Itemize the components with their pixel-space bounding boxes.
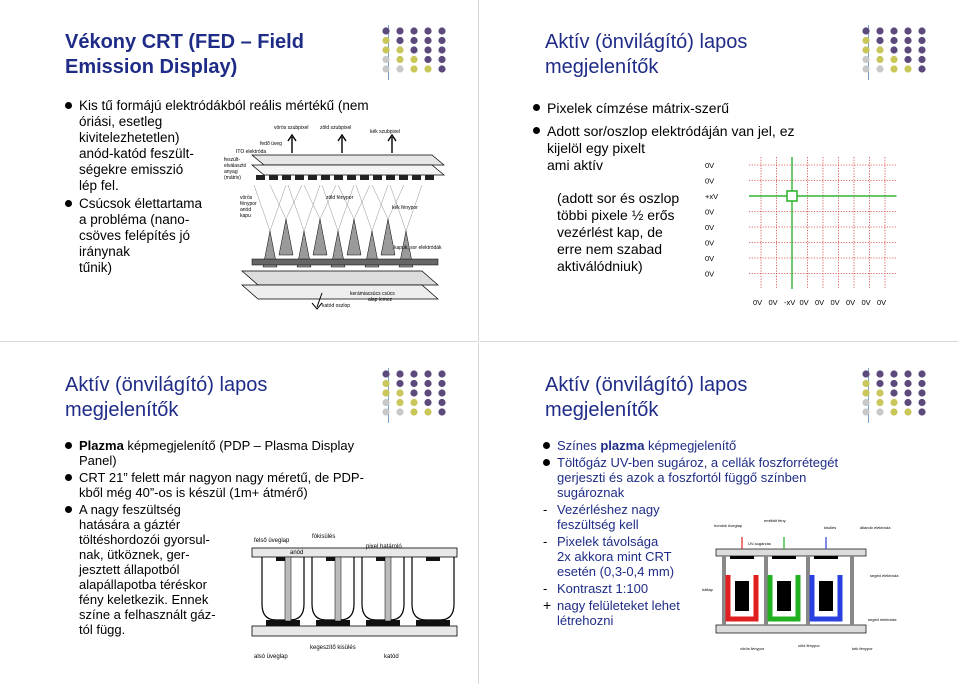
dot: [382, 37, 389, 44]
electron-path: [372, 185, 388, 231]
phosphor-strip: [308, 175, 317, 180]
slide-title: Aktív (önvilágító) lapos megjelenítők: [65, 374, 268, 421]
phosphor-strip: [399, 175, 408, 180]
electron-path: [338, 185, 354, 231]
dot: [438, 56, 445, 63]
discharge-core: [777, 581, 791, 611]
dot: [904, 56, 911, 63]
phosphor-strip: [334, 175, 343, 180]
cathode-strip: [266, 620, 300, 626]
electrode: [814, 556, 838, 559]
dot: [890, 56, 897, 63]
dot: [918, 65, 925, 72]
electrode: [772, 556, 796, 559]
dot: [904, 370, 911, 377]
dot: [410, 27, 417, 34]
dot: [424, 46, 431, 53]
electron-path: [320, 185, 336, 219]
dot: [876, 65, 883, 72]
list-item: Plazma képmegjelenítő (PDP – Plasma Display Panel): [65, 438, 405, 468]
discharge-core: [735, 581, 749, 611]
dot: [396, 370, 403, 377]
emitter-cone: [313, 219, 327, 255]
dot: [862, 399, 869, 406]
column-voltage-label: 0V: [877, 298, 887, 307]
label: homlok üveglap: [714, 523, 743, 528]
list-item: - Kontraszt 1:100: [543, 581, 649, 596]
dot: [410, 37, 417, 44]
label: kisülés: [824, 525, 837, 530]
dot: [410, 380, 417, 387]
electron-path: [322, 185, 338, 231]
label: hátlap: [702, 587, 713, 592]
label: kapu: [240, 213, 251, 219]
dot: [424, 370, 431, 377]
dot: [424, 65, 431, 72]
cell-wall: [312, 557, 354, 620]
label: anyag: [224, 169, 238, 175]
label: kék fénypor: [852, 646, 873, 651]
dot: [918, 37, 925, 44]
decorative-dots-icon: [858, 369, 938, 417]
electrode: [730, 556, 754, 559]
cathode-strip: [316, 620, 350, 626]
column-voltage-label: 0V: [753, 298, 763, 307]
phosphor-strip: [282, 175, 291, 180]
dot: [876, 27, 883, 34]
slide-title: Vékony CRT (FED – Field Emission Display): [65, 31, 304, 78]
dot: [410, 370, 417, 377]
dot: [862, 27, 869, 34]
dot: [382, 408, 389, 415]
slide-color-plasma: [480, 343, 958, 684]
electron-path: [288, 185, 304, 231]
decorative-dots-icon: [378, 369, 458, 417]
label: felső üveglap: [254, 538, 290, 544]
active-pixel: [787, 191, 797, 201]
emitter-cone: [279, 219, 293, 255]
dot: [862, 408, 869, 415]
label: alsó üveglap: [254, 654, 288, 660]
decorative-dots-icon: [378, 26, 458, 74]
dot: [382, 27, 389, 34]
electron-path: [270, 185, 286, 219]
row-voltage-label: 0V: [705, 254, 715, 263]
electron-path: [338, 185, 354, 219]
cathode-strip: [366, 620, 400, 626]
dot: [918, 27, 925, 34]
dot: [890, 380, 897, 387]
electron-path: [356, 185, 372, 231]
label: vörös: [240, 195, 253, 201]
column-voltage-label: 0V: [846, 298, 856, 307]
dot: [382, 380, 389, 387]
matrix-grid-diagram: [705, 155, 955, 315]
dot: [396, 65, 403, 72]
dot: [424, 389, 431, 396]
dot: [438, 389, 445, 396]
dot: [438, 37, 445, 44]
dot: [904, 389, 911, 396]
dot: [876, 380, 883, 387]
label: kerámiacsúcs csúcs: [350, 291, 395, 297]
column-voltage-label: -xV: [784, 298, 796, 307]
dot: [424, 27, 431, 34]
label: elválasztó: [224, 163, 247, 169]
dot: [862, 389, 869, 396]
cell-wall: [764, 556, 768, 625]
electron-path: [388, 185, 404, 219]
column-voltage-label: 0V: [815, 298, 825, 307]
phosphor-strip: [412, 175, 421, 180]
label: kegeszítő kisülés: [310, 645, 356, 651]
dot: [410, 56, 417, 63]
phosphor-strip: [256, 175, 265, 180]
label: alap lemez: [368, 297, 393, 303]
label: kapuk, sor elektródák: [394, 245, 442, 251]
dot: [876, 37, 883, 44]
slide-plasma: [0, 343, 479, 684]
dot: [890, 37, 897, 44]
pixel-barrier: [335, 557, 341, 621]
electron-path: [354, 185, 370, 219]
dot: [396, 37, 403, 44]
dot: [862, 46, 869, 53]
dot: [382, 56, 389, 63]
dot: [438, 370, 445, 377]
cell-wall: [262, 557, 304, 620]
dot: [396, 27, 403, 34]
emitter-cone: [381, 219, 395, 255]
label: vörös fénypor: [740, 646, 765, 651]
list-item: Adott sor/oszlop elektródáján van jel, ez kijelöl egy pixelt ami aktív: [533, 123, 873, 174]
row-voltage-label: 0V: [705, 269, 715, 279]
dot: [890, 408, 897, 415]
label: ITO elektróda: [236, 149, 267, 155]
dot: [410, 408, 417, 415]
gate-layer: [252, 259, 438, 265]
cell-wall: [412, 557, 454, 620]
dot: [382, 370, 389, 377]
phosphor-strip: [425, 175, 434, 180]
dot: [382, 389, 389, 396]
list-item: Töltőgáz UV-ben sugároz, a cellák foszforrétegét gerjeszti és azok a foszfortól függő színben sugároznak: [543, 455, 923, 500]
list-item: Színes plazma képmegjelenítő: [543, 438, 923, 453]
dot: [396, 380, 403, 387]
dot: [918, 389, 925, 396]
dot: [862, 380, 869, 387]
list-item: + nagy felületeket lehet létrehozni: [543, 597, 680, 628]
list-item: - Vezérléshez nagy feszültség kell: [543, 502, 660, 532]
dot: [876, 46, 883, 53]
label: zöld fénypor: [326, 195, 354, 201]
label: UV-sugárzás: [748, 541, 771, 546]
dot: [918, 380, 925, 387]
dot: [424, 408, 431, 415]
dot: [410, 389, 417, 396]
label: (mátrix): [224, 175, 241, 181]
row-voltage-label: +xV: [705, 192, 719, 201]
phosphor-strip: [373, 175, 382, 180]
slide-matrix-addressing: [480, 0, 958, 342]
label: állandó elektróda: [860, 525, 891, 530]
dot: [438, 46, 445, 53]
list-item: A nagy feszültség hatására a gáztér töltéshordozói gyorsul- nak, ütköznek, ger- jesztett állapotból alapállapotba téréskor fény keletkezik. Ennek színe a felhasznált gáz- tól függ.: [65, 502, 405, 637]
cell-wall: [850, 556, 854, 625]
dot: [382, 399, 389, 406]
electron-path: [372, 185, 388, 219]
label: anód: [290, 550, 304, 556]
label: zöld fénypor: [798, 643, 820, 648]
dot: [424, 380, 431, 387]
discharge-core: [819, 581, 833, 611]
row-voltage-label: 0V: [705, 223, 715, 232]
plasma-cell-diagram: [240, 508, 470, 680]
note-paragraph: (adott sor és oszlop többi pixele ½ erős vezérlést kap, de erre nem szabad aktiválódniuk): [557, 190, 680, 274]
cell-wall: [362, 557, 404, 620]
label: katód oszlop: [322, 303, 351, 309]
phosphor-strip: [295, 175, 304, 180]
dot: [876, 408, 883, 415]
list-item: Pixelek címzése mátrix-szerű: [533, 100, 873, 117]
electron-path: [304, 185, 320, 219]
label: fénypor: [240, 201, 257, 207]
dot: [904, 380, 911, 387]
column-voltage-label: 0V: [830, 298, 840, 307]
list-item: Csúcsok élettartama a probléma (nano- csöves felépítés jó iránynak tűnik): [65, 196, 395, 276]
phosphor-strip: [360, 175, 369, 180]
phosphor-strip: [269, 175, 278, 180]
slide-title: Aktív (önvilágító) lapos megjelenítők: [545, 374, 748, 421]
dot: [382, 65, 389, 72]
dot: [438, 380, 445, 387]
dot: [862, 56, 869, 63]
column-voltage-label: 0V: [861, 298, 871, 307]
dot: [396, 389, 403, 396]
dot: [438, 399, 445, 406]
dot: [396, 408, 403, 415]
dot: [876, 56, 883, 63]
phosphor-strip: [386, 175, 395, 180]
dot: [396, 46, 403, 53]
slide-fed: [0, 0, 479, 342]
dot: [438, 27, 445, 34]
dot: [890, 370, 897, 377]
dot: [918, 56, 925, 63]
label: kék szubpixel: [370, 129, 401, 135]
label: fedő üveg: [260, 141, 282, 147]
dot: [410, 65, 417, 72]
dot: [918, 370, 925, 377]
row-voltage-label: 0V: [705, 238, 715, 248]
dot: [424, 56, 431, 63]
list-item: - Pixelek távolsága 2x akkora mint CRT esetén (0,3-0,4 mm): [543, 534, 675, 579]
cathode-strip: [416, 620, 450, 626]
dot: [424, 37, 431, 44]
label: fókisülés: [312, 534, 336, 540]
label: segéd elektróda: [870, 573, 899, 578]
dot: [438, 65, 445, 72]
label: feszült-: [224, 157, 241, 163]
dot: [904, 27, 911, 34]
anode-strip: [426, 557, 440, 561]
dot: [890, 65, 897, 72]
dot: [890, 399, 897, 406]
dot: [890, 389, 897, 396]
color-plasma-diagram: [702, 515, 899, 655]
dot: [918, 408, 925, 415]
electron-path: [286, 185, 302, 219]
dot: [890, 27, 897, 34]
phosphor-strip: [347, 175, 356, 180]
label: emittált fény: [764, 518, 786, 523]
dot: [918, 46, 925, 53]
row-voltage-label: 0V: [705, 207, 715, 217]
dot: [918, 399, 925, 406]
dot: [410, 399, 417, 406]
electron-path: [304, 185, 320, 231]
dot: [862, 370, 869, 377]
dot: [904, 46, 911, 53]
dot: [876, 399, 883, 406]
dot: [410, 46, 417, 53]
column-voltage-label: 0V: [799, 298, 809, 307]
phosphor-strip: [321, 175, 330, 180]
dot: [904, 37, 911, 44]
list-item: Kis tű formájú elektródákból reális mértékű (nem óriási, esetleg kivitelezhetetlen) anód-katód feszült- ségekre emisszió lép fel.: [65, 98, 395, 194]
dot: [396, 56, 403, 63]
fed-diagram: [222, 123, 454, 309]
decorative-dots-icon: [858, 26, 938, 74]
label: pixel határoló: [366, 544, 402, 550]
dot: [382, 46, 389, 53]
dot: [424, 399, 431, 406]
pixel-barrier: [385, 557, 391, 621]
dot: [396, 399, 403, 406]
dot: [862, 37, 869, 44]
dot: [904, 65, 911, 72]
cell-wall: [722, 556, 726, 625]
label: vörös szubpixel: [274, 125, 309, 131]
label: anód: [240, 207, 252, 213]
dot: [876, 389, 883, 396]
dot: [904, 399, 911, 406]
electron-path: [254, 185, 270, 231]
row-voltage-label: 0V: [705, 176, 715, 186]
dot: [862, 65, 869, 72]
dot: [876, 370, 883, 377]
electron-path: [270, 185, 286, 231]
label: zöld szubpixel: [320, 125, 352, 131]
emitter-cone: [347, 219, 361, 255]
dot: [890, 46, 897, 53]
dot: [904, 408, 911, 415]
label: kék fénypor: [392, 205, 418, 211]
slide-title: Aktív (önvilágító) lapos megjelenítők: [545, 31, 748, 78]
list-item: CRT 21” felett már nagyon nagy méretű, de PDP- kből még 40”-os is készül (1m+ átmérő): [65, 470, 405, 500]
row-voltage-label: 0V: [705, 161, 715, 170]
label: segéd elektróda: [868, 617, 897, 622]
column-voltage-label: 0V: [768, 298, 778, 307]
label: katód: [384, 654, 399, 660]
cell-wall: [806, 556, 810, 625]
dot: [438, 408, 445, 415]
pixel-barrier: [285, 557, 291, 621]
